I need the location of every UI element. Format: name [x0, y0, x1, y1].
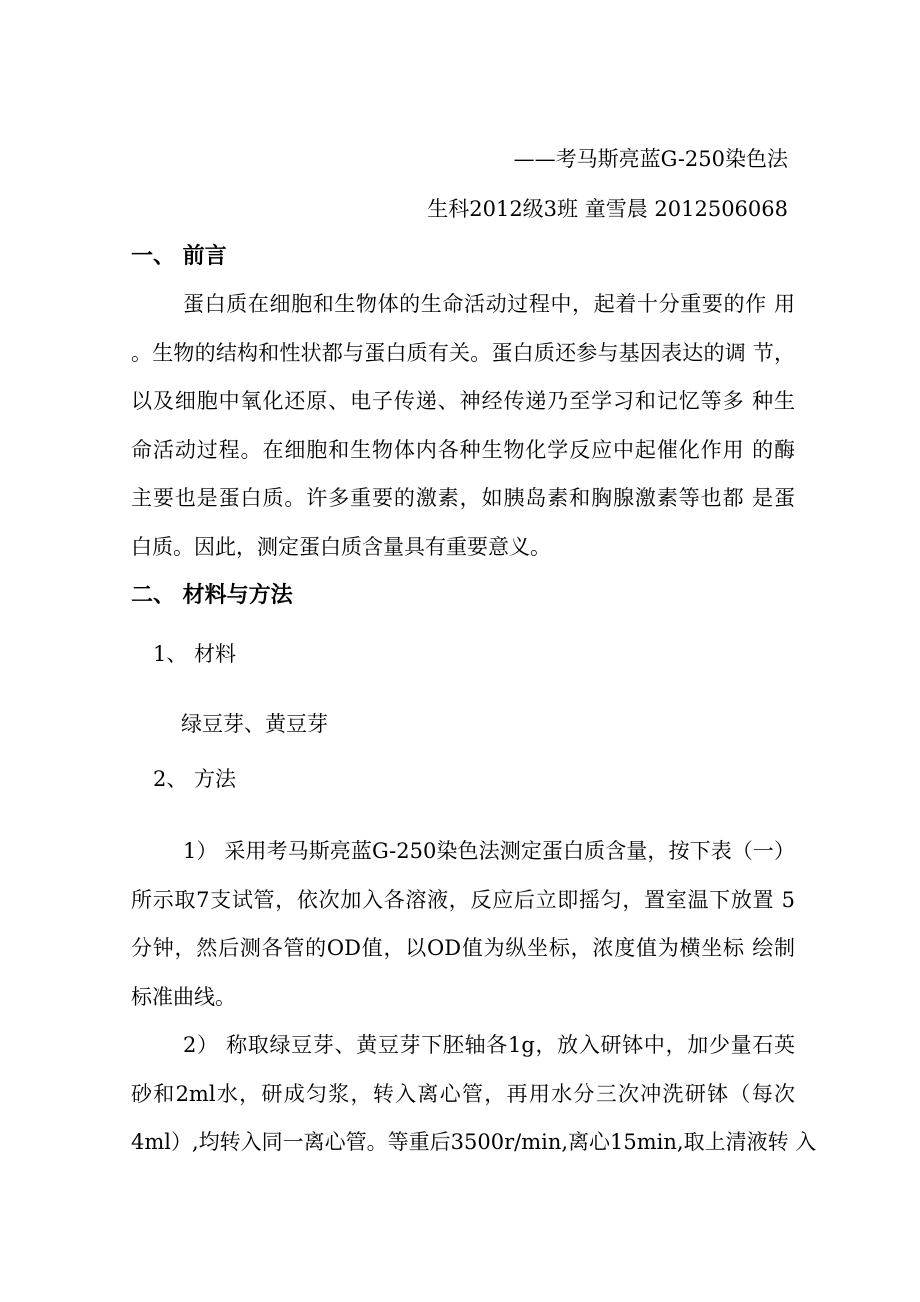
paragraph-line: 4ml）,均转入同一离心管。等重后3500r/min,离心15min,取上清液转 入	[131, 1130, 817, 1154]
author-line: 生科2012级3班 童雪晨 2012506068	[427, 197, 788, 221]
item1-content: 绿豆芽、黄豆芽	[181, 712, 328, 736]
step1-paragraph	[131, 836, 795, 1030]
paragraph-line: 。生物的结构和性状都与蛋白质有关。蛋白质还参与基因表达的调 节，	[131, 340, 795, 365]
paragraph-line: 所示取7支试管，依次加入各溶液，反应后立即摇匀，置室温下放置 5	[131, 887, 795, 912]
paragraph-line: 命活动过程。在细胞和生物体内各种生物化学反应中起催化作用 的酶	[131, 437, 795, 462]
item2-label: 2、 方法	[153, 767, 237, 791]
paragraph-line: 以及细胞中氧化还原、电子传递、神经传递乃至学习和记忆等多 种生	[131, 389, 795, 413]
subtitle: ——考马斯亮蓝G-250染色法	[513, 147, 788, 171]
section1-heading: 一、 前言	[131, 244, 227, 269]
paragraph-line: 蛋白质在细胞和生物体的生命活动过程中，起着十分重要的作 用	[183, 292, 795, 316]
paragraph-line: 标准曲线。	[131, 984, 236, 1009]
item1-label: 1、 材料	[153, 642, 237, 666]
paragraph-line: 2） 称取绿豆芽、黄豆芽下胚轴各1g，放入研钵中，加少量石英	[183, 1033, 795, 1057]
paragraph-line: 主要也是蛋白质。许多重要的激素，如胰岛素和胸腺激素等也都 是蛋	[131, 486, 795, 510]
paragraph-line: 砂和2ml水，研成匀浆，转入离心管，再用水分三次冲洗研钵（每次	[131, 1081, 795, 1106]
paragraph-line: 白质。因此，测定蛋白质含量具有重要意义。	[131, 534, 551, 559]
step2-paragraph	[131, 1030, 817, 1176]
section2-heading: 二、 材料与方法	[131, 583, 293, 608]
section1-paragraph	[131, 289, 795, 580]
paragraph-line: 1） 采用考马斯亮蓝G-250染色法测定蛋白质含量，按下表（一）	[183, 839, 795, 863]
paragraph-line: 分钟，然后测各管的OD值，以OD值为纵坐标，浓度值为横坐标 绘制	[131, 936, 795, 960]
